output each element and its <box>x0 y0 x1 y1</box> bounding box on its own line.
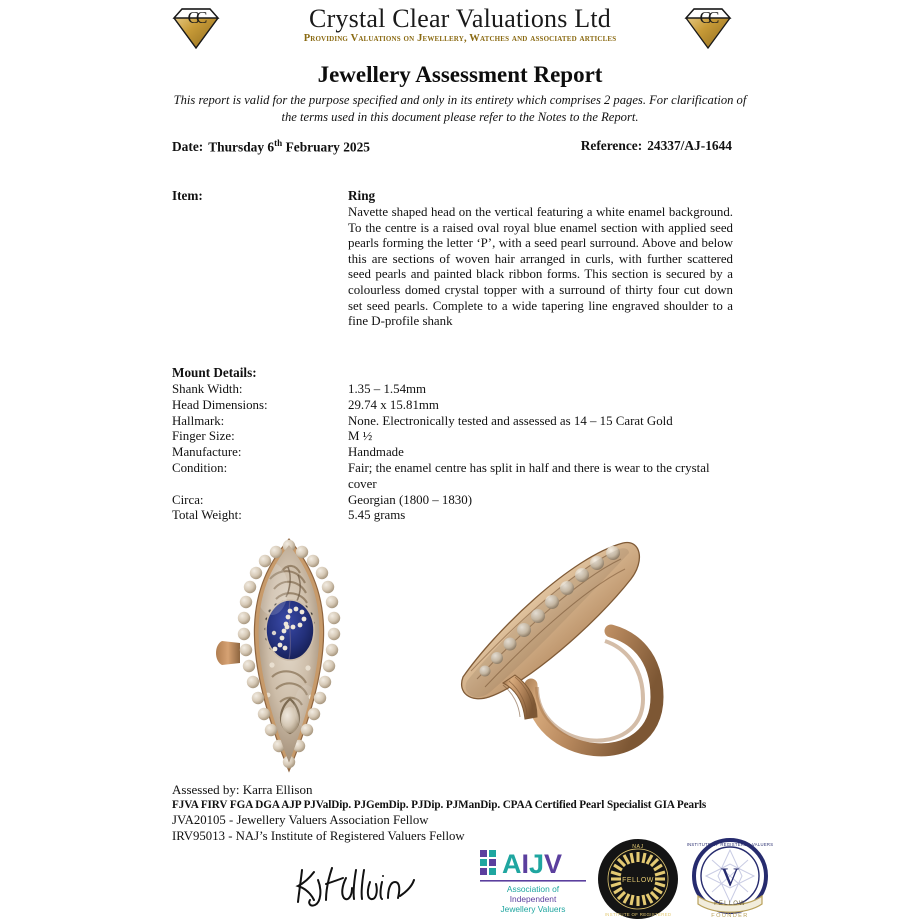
date-reference-row <box>172 138 732 158</box>
date-month-year: February 2025 <box>282 139 370 155</box>
svg-text:CC: CC <box>699 8 717 27</box>
report-reference <box>581 138 732 154</box>
membership-line-2: IRV95013 - NAJ’s Institute of Registered Valuers Fellow <box>172 828 465 843</box>
table-row <box>172 493 734 509</box>
svg-text:AIJV: AIJV <box>502 849 563 879</box>
naj-center-text: FELLOW <box>622 877 654 884</box>
row-value: Georgian (1800 – 1830) <box>348 492 472 507</box>
irv-ring-text: INSTITUTE OF REGISTERED VALUERS <box>686 842 774 847</box>
item-name: Ring <box>348 188 376 203</box>
svg-text:CC: CC <box>187 8 205 27</box>
date-day: Thursday 6 <box>208 139 275 155</box>
company-logo-left <box>166 4 226 52</box>
mount-details-title: Mount Details: <box>172 365 257 380</box>
accreditation-badges <box>478 836 788 920</box>
table-row <box>172 461 734 493</box>
table-row <box>172 508 734 524</box>
reference-label: Reference: <box>580 138 643 153</box>
row-value: 1.35 – 1.54mm <box>348 382 427 396</box>
institute-registered-valuers-fellow-seal <box>680 838 780 920</box>
reference-value: 24337/AJ-1644 <box>647 138 732 153</box>
aijv-logo <box>478 842 588 916</box>
irv-banner-text: FELLOW <box>714 901 746 907</box>
naj-top-text: NAJ <box>632 844 644 850</box>
row-label: Finger Size: <box>172 429 235 444</box>
row-label: Manufacture: <box>172 445 242 460</box>
row-value: M ½ <box>348 429 373 444</box>
ring-front-view-photo <box>210 537 368 777</box>
row-value: Fair; the enamel centre has split in half and there is wear to the crystal cover <box>348 460 710 491</box>
mount-details-table <box>172 382 734 524</box>
naj-registered-valuers-fellow-badge <box>596 838 680 920</box>
table-row <box>172 382 734 398</box>
row-label: Total Weight: <box>172 508 242 523</box>
row-label: Condition: <box>172 460 228 475</box>
ring-photographs <box>170 535 750 780</box>
item-label: Item: <box>172 188 203 203</box>
company-tagline: Providing Valuations on Jewellery, Watches and associated articles <box>303 33 617 44</box>
table-row <box>172 414 734 430</box>
report-date <box>172 138 370 155</box>
irv-center-letter: V <box>720 863 740 892</box>
date-ordinal-suffix: th <box>274 138 283 148</box>
company-name: Crystal Clear Valuations Ltd <box>309 4 611 33</box>
page-title: Jewellery Assessment Report <box>317 62 603 87</box>
table-row <box>172 429 734 445</box>
aijv-line-1: Association of <box>506 884 560 894</box>
naj-bottom-text: INSTITUTE OF REGISTERED <box>604 912 672 917</box>
membership-line-1: JVA20105 - Jewellery Valuers Association Fellow <box>172 813 429 827</box>
row-label: Head Dimensions: <box>172 397 268 412</box>
table-row <box>172 445 734 461</box>
row-label: Shank Width: <box>172 382 243 396</box>
row-value: 29.74 x 15.81mm <box>348 397 439 412</box>
row-label: Circa: <box>172 492 204 507</box>
assessor-details <box>172 782 748 844</box>
row-value: Handmade <box>348 445 404 460</box>
row-value: 5.45 grams <box>348 508 406 523</box>
aijv-line-3: Jewellery Valuers <box>500 904 566 914</box>
assessor-credentials: FJVA FIRV FGA DGA AJP PJValDip. PJGemDip. PJDip. PJManDip. CPAA Certified Pearl Specialist GIA Pearls <box>172 799 707 811</box>
report-validity-note: This report is valid for the purpose specified and only in its entirety which comprises 2 pages. For clarification of the terms used in this document please refer to the Notes to the Report. <box>173 93 747 124</box>
row-label: Hallmark: <box>172 413 225 428</box>
irv-sub-banner-text: FOUNDER <box>711 913 749 919</box>
item-description: Navette shaped head on the vertical featuring a white enamel background. To the centre is a raised oval royal blue enamel section with applied seed pearls forming the letter ‘P’, with a seed pearl surround. Above and below this are sections of woven hair arranged in curls, with further scattered seed pearls and painted black ribbon forms. This section is secured by a colourless domed crystal topper with a surround of thirty four cut down set seed pearls. Complete to a wide tapering line engraved shoulder to a fine D-profile shank <box>348 205 733 329</box>
assessed-by-line: Assessed by: Karra Ellison <box>172 782 313 797</box>
ring-side-view-photo <box>445 535 680 780</box>
aijv-grid-icon <box>480 850 496 875</box>
row-value: None. Electronically tested and assessed as 14 – 15 Carat Gold <box>348 413 673 428</box>
aijv-line-2: Independent <box>509 894 557 904</box>
table-row <box>172 398 734 414</box>
date-label: Date: <box>172 139 204 155</box>
document-header <box>0 2 920 54</box>
signature-karra-ellison <box>288 858 428 910</box>
